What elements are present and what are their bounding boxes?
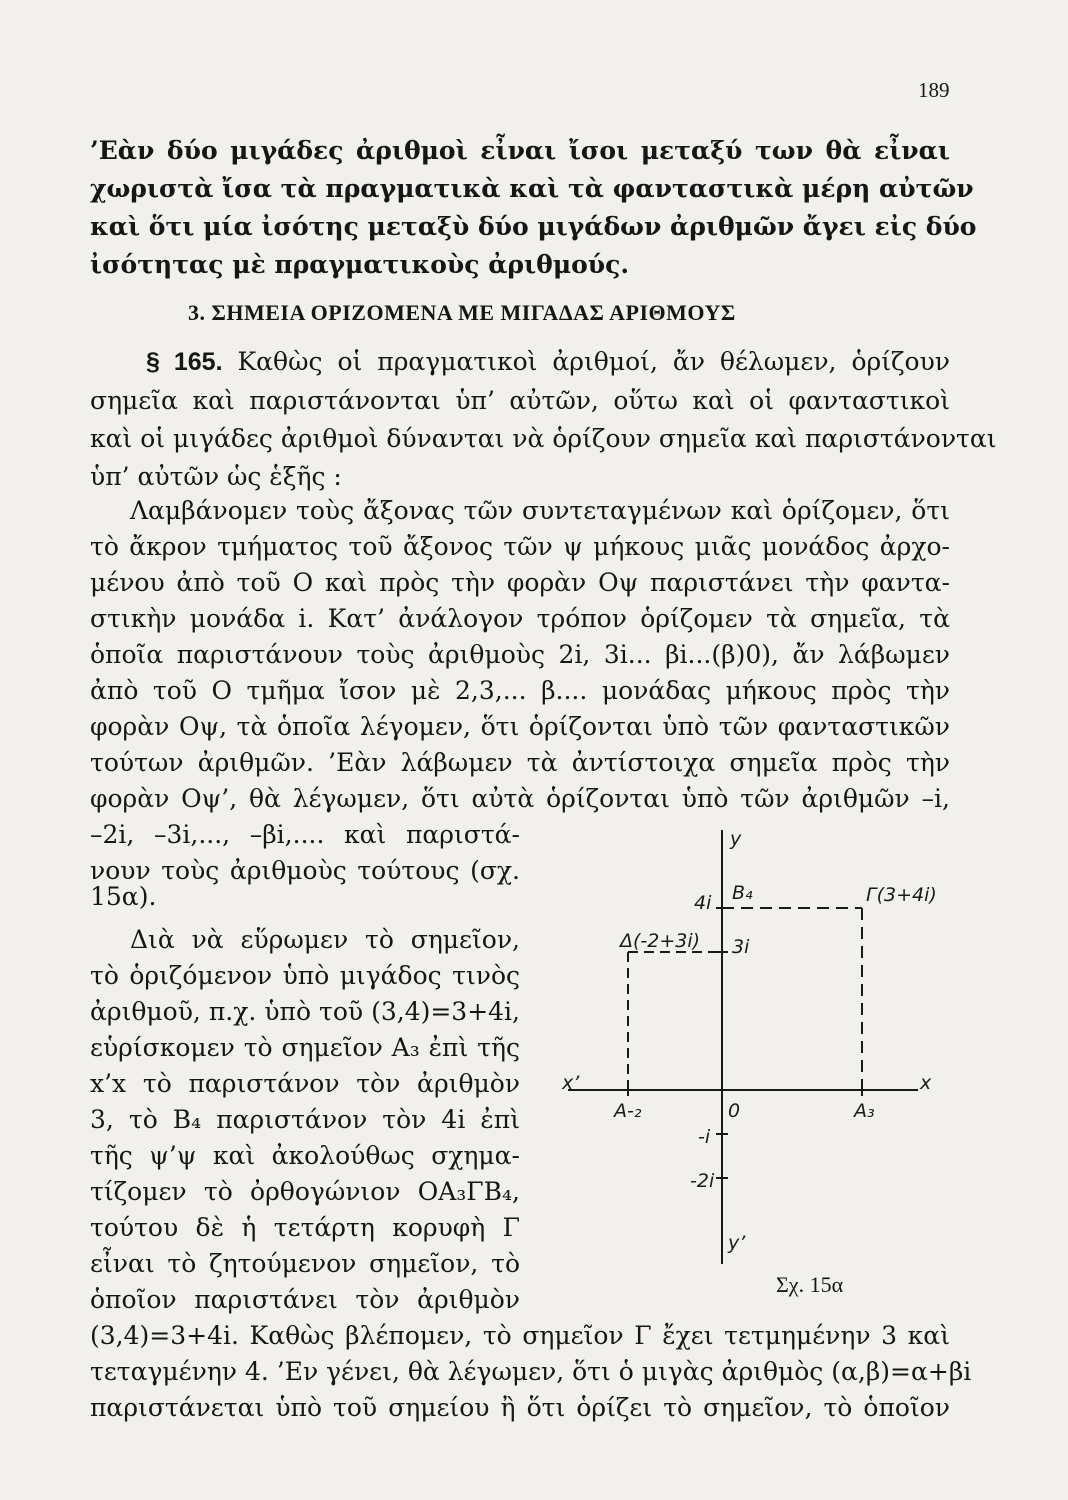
- label-y: y: [730, 828, 742, 850]
- text-line: ’Εὰν δύο μιγάδες ἀριθμοὶ εἶναι ἴσοι μεταξύ των θὰ εἶναι: [90, 136, 950, 165]
- text-line: ὁποῖα παριστάνουν τοὺς ἀριθμοὺς 2i, 3i... βi...(β)0), ἄν λάβωμεν: [90, 640, 950, 669]
- text-line: τεταγμένην 4. ’Εν γένει, θὰ λέγωμεν, ὅτι ὁ μιγὰς ἀριθμὸς (α,β)=α+βi: [90, 1357, 972, 1386]
- label-gamma: Γ(3+4i): [866, 884, 937, 906]
- text-line: 15α).: [90, 882, 157, 911]
- label-a-neg2: A-₂: [614, 1100, 642, 1122]
- text-line: x’x τὸ παριστάνον τὸν ἀριθμὸν: [90, 1069, 520, 1098]
- text-line: ὑπ’ αὐτῶν ὡς ἑξῆς :: [90, 462, 342, 491]
- label-a3: A₃: [854, 1100, 875, 1122]
- label-b4: B₄: [732, 882, 753, 904]
- label-neg-2i: -2i: [690, 1170, 715, 1192]
- page-number: 189: [918, 78, 950, 102]
- label-x: x: [920, 1072, 932, 1094]
- text-line: 3, τὸ Β₄ παριστάνον τὸν 4i ἐπὶ: [90, 1105, 520, 1134]
- text-line: Διὰ νὰ εὕρωμεν τὸ σημεῖον,: [130, 925, 520, 954]
- text-line: τούτων ἀριθμῶν. ’Εὰν λάβωμεν τὰ ἀντίστοιχα σημεῖα πρὸς τὴν: [90, 748, 950, 777]
- label-3i: 3i: [732, 936, 750, 958]
- text-span: Καθὼς οἱ πραγματικοὶ ἀριθμοί, ἄν θέλωμεν, ὁρίζουν: [237, 347, 950, 376]
- label-origin: 0: [728, 1100, 741, 1122]
- label-delta: Δ(-2+3i): [620, 930, 701, 952]
- section-heading: 3. ΣΗΜΕΙΑ ΟΡΙΖΟΜΕΝΑ ΜΕ ΜΙΓΑΔΑΣ ΑΡΙΘΜΟΥΣ: [188, 300, 736, 325]
- text-line: φορὰν Οψ’, θὰ λέγωμεν, ὅτι αὐτὰ ὁρίζονται ὑπὸ τῶν ἀριθμῶν –i,: [90, 784, 950, 813]
- label-y-prime: y’: [728, 1232, 746, 1254]
- text-line: Λαμβάνομεν τοὺς ἄξονας τῶν συντεταγμένων καὶ ὁρίζομεν, ὅτι: [130, 496, 950, 525]
- text-line: σημεῖα καὶ παριστάνονται ὑπ’ αὐτῶν, οὕτω καὶ οἱ φανταστικοὶ: [90, 386, 950, 415]
- text-line: καὶ ὅτι μία ἰσότης μεταξὺ δύο μιγάδων ἀριθμῶν ἄγει εἰς δύο: [90, 212, 977, 241]
- text-line-with-section-number: [90, 347, 950, 377]
- text-line: παριστάνεται ὑπὸ τοῦ σημείου ἢ ὅτι ὁρίζει τὸ σημεῖον, τὸ ὁποῖον: [90, 1393, 950, 1422]
- label-x-prime: x’: [562, 1072, 580, 1094]
- label-neg-i: -i: [698, 1126, 711, 1148]
- text-line: ἀπὸ τοῦ Ο τμῆμα ἴσον μὲ 2,3,... β.... μονάδας μήκους πρὸς τὴν: [90, 676, 950, 705]
- text-line: νουν τοὺς ἀριθμοὺς τούτους (σχ.: [90, 856, 520, 885]
- text-line: μένου ἀπὸ τοῦ Ο καὶ πρὸς τὴν φορὰν Οψ παριστάνει τὴν φαντα-: [90, 568, 950, 597]
- text-line: τίζομεν τὸ ὀρθογώνιον ΟΑ₃ΓΒ₄,: [90, 1177, 520, 1206]
- text-line: ὁποῖον παριστάνει τὸν ἀριθμὸν: [90, 1285, 520, 1314]
- text-line: στικὴν μονάδα i. Κατ’ ἀνάλογον τρόπον ὁρίζομεν τὰ σημεῖα, τὰ: [90, 604, 950, 633]
- text-line: τούτου δὲ ἡ τετάρτη κορυφὴ Γ: [90, 1213, 520, 1242]
- text-line: (3,4)=3+4i. Καθὼς βλέπομεν, τὸ σημεῖον Γ ἔχει τετμημένην 3 καὶ: [90, 1321, 950, 1350]
- text-line: καὶ οἱ μιγάδες ἀριθμοὶ δύνανται νὰ ὁρίζουν σημεῖα καὶ παριστάνονται: [90, 424, 997, 453]
- figure-caption: Σχ. 15α: [776, 1272, 844, 1297]
- text-line: –2i, –3i,..., –βi,.... καὶ παριστά-: [90, 820, 520, 849]
- text-line: τὸ ἄκρον τμήματος τοῦ ἄξονος τῶν ψ μήκους μιᾶς μονάδος ἀρχο-: [90, 532, 950, 561]
- text-line: εἶναι τὸ ζητούμενον σημεῖον, τὸ: [90, 1249, 520, 1278]
- figure-15a: [548, 824, 958, 1304]
- text-line: τῆς ψ’ψ καὶ ἀκολούθως σχημα-: [90, 1141, 520, 1170]
- text-line: χωριστὰ ἴσα τὰ πραγματικὰ καὶ τὰ φανταστικὰ μέρη αὐτῶν: [90, 174, 974, 203]
- text-line: τὸ ὁριζόμενον ὑπὸ μιγάδος τινὸς: [90, 961, 520, 990]
- text-line: ἀριθμοῦ, π.χ. ὑπὸ τοῦ (3,4)=3+4i,: [90, 997, 520, 1026]
- text-line: ἰσότητας μὲ πραγματικοὺς ἀριθμούς.: [90, 250, 630, 279]
- label-4i: 4i: [694, 892, 712, 914]
- text-line: εὑρίσκομεν τὸ σημεῖον Α₃ ἐπὶ τῆς: [90, 1033, 520, 1062]
- section-number: § 165.: [146, 348, 223, 376]
- text-line: φορὰν Οψ, τὰ ὁποῖα λέγομεν, ὅτι ὁρίζονται ὑπὸ τῶν φανταστικῶν: [90, 712, 950, 741]
